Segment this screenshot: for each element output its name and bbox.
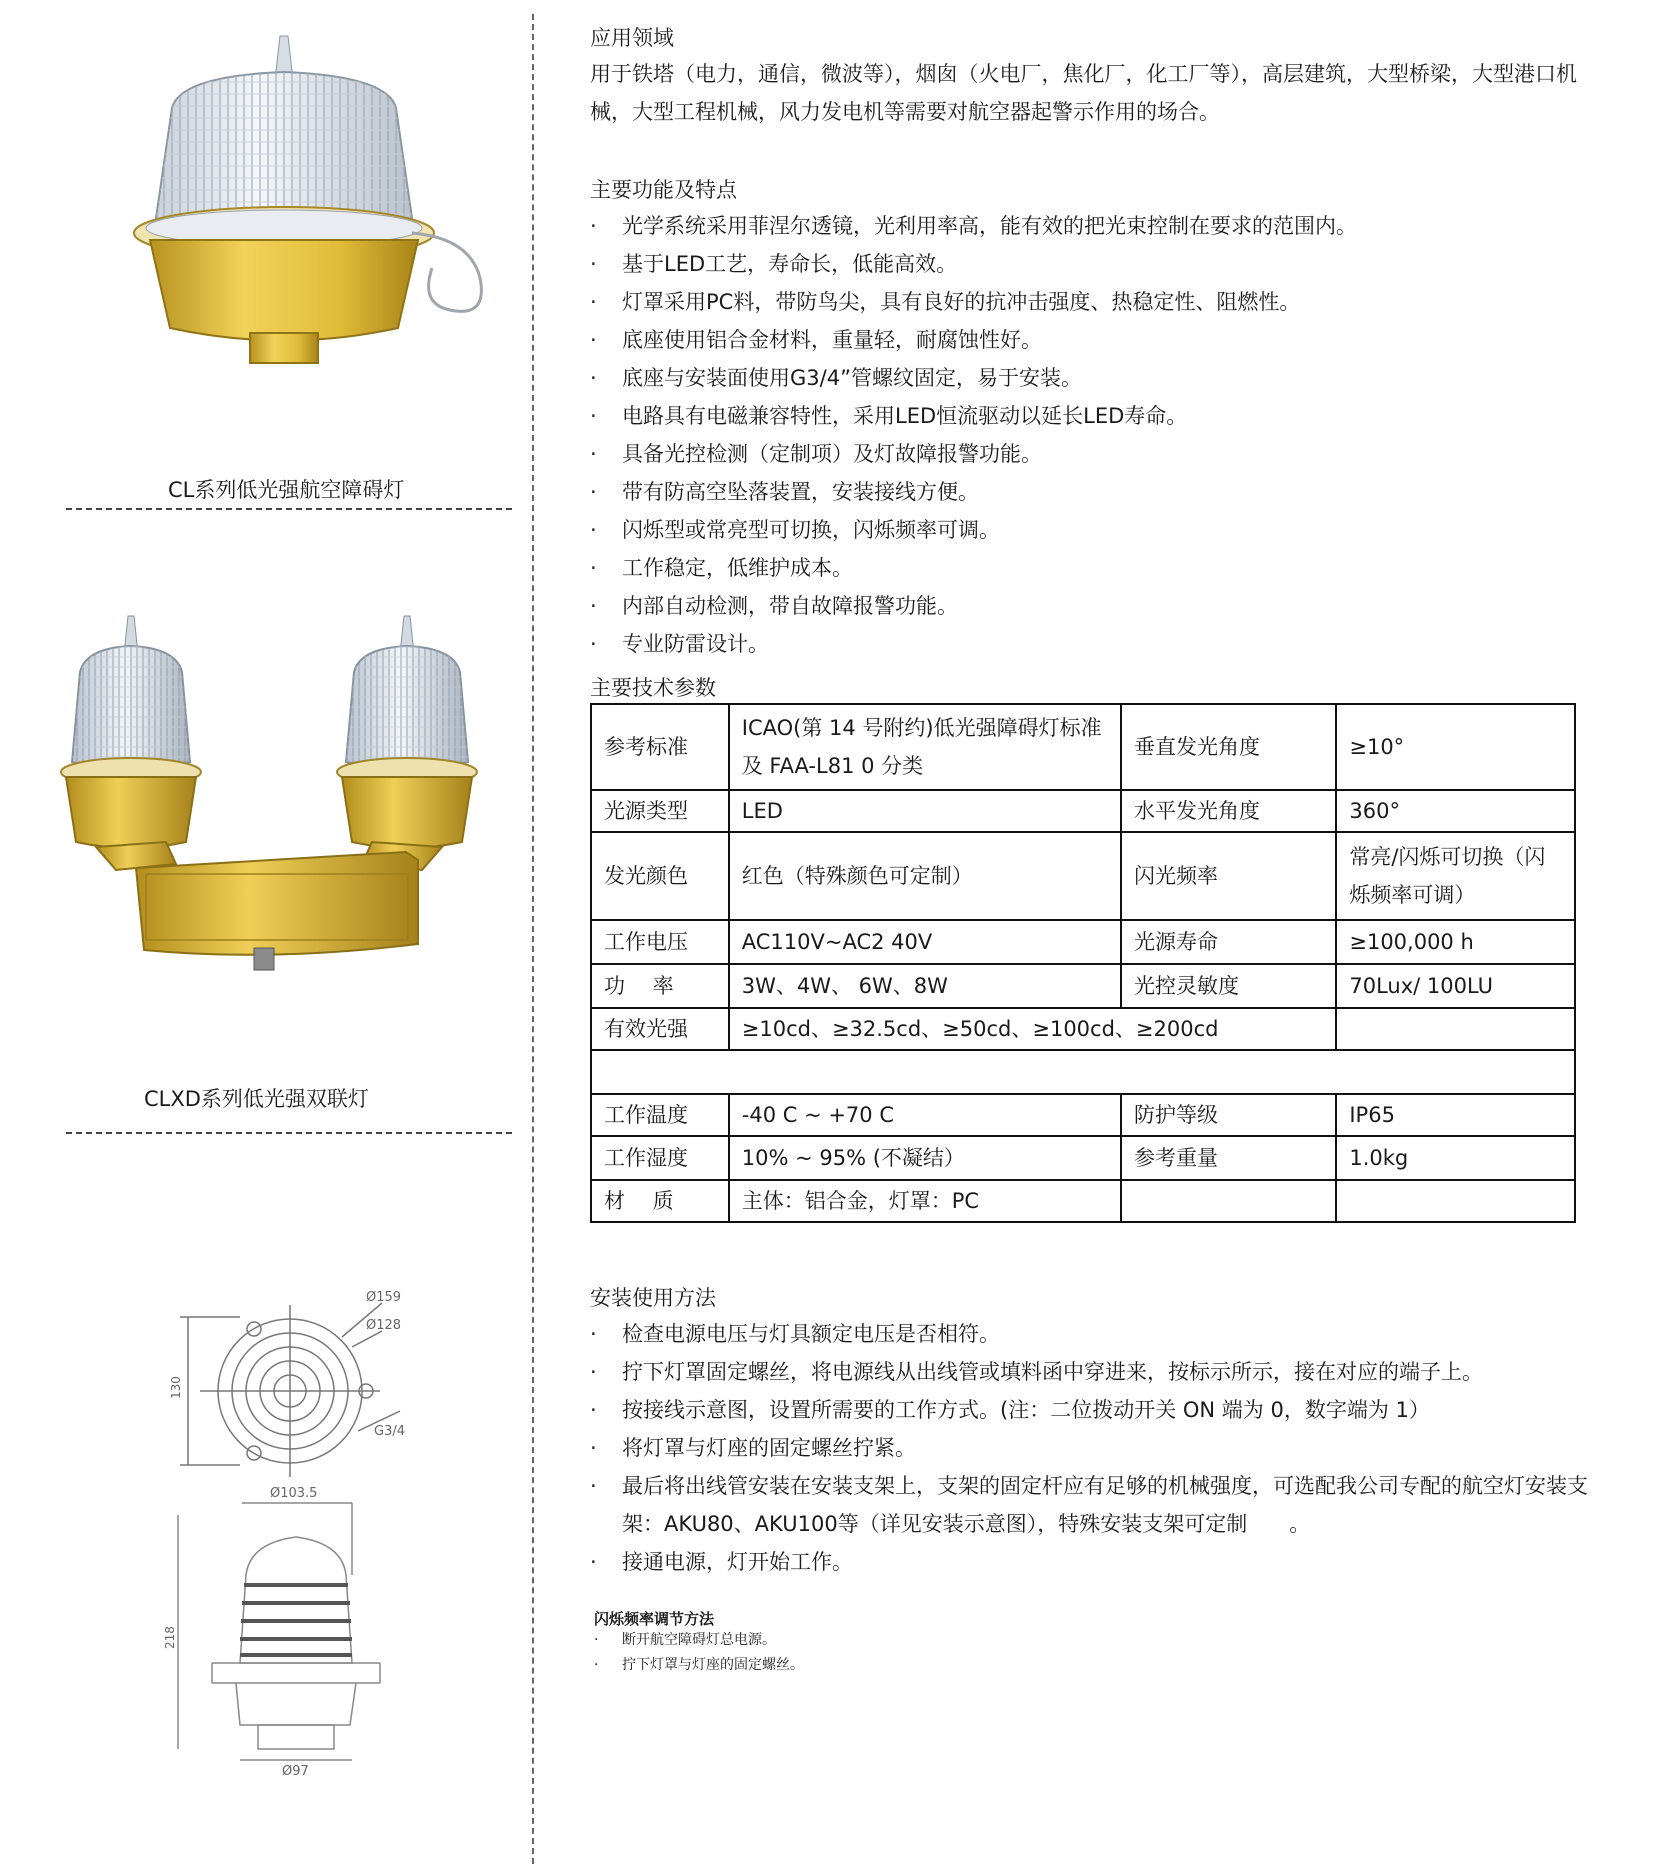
list-item: · 按接线示意图，设置所需要的工作方式。(注：二位拨动开关 ON 端为 0，数字端为 1） — [590, 1391, 1620, 1429]
list-item: · 检查电源电压与灯具额定电压是否相符。 — [590, 1315, 1620, 1353]
bullet-dot: · — [590, 1550, 597, 1574]
drawing-label-height-218: 218 — [163, 1626, 177, 1649]
list-item: · 底座与安装面使用G3/4”管螺纹固定，易于安装。 — [590, 359, 1620, 397]
application-title: 应用领域 — [590, 26, 674, 50]
table-cell: 常亮/闪烁可切换（闪烁频率可调） — [1336, 832, 1575, 920]
table-row — [591, 1008, 1575, 1050]
table-row — [591, 790, 1575, 832]
section-divider — [66, 508, 512, 510]
bullet-dot: · — [590, 366, 597, 390]
table-cell: IP65 — [1336, 1094, 1575, 1136]
table-cell: 光源类型 — [591, 790, 729, 832]
list-item: · 灯罩采用PC料，带防鸟尖，具有良好的抗冲击强度、热稳定性、阻燃性。 — [590, 283, 1620, 321]
table-cell: 光源寿命 — [1121, 920, 1336, 964]
bullet-dot: · — [590, 518, 597, 542]
list-item: · 基于LED工艺，寿命长，低能高效。 — [590, 245, 1620, 283]
specs-title: 主要技术参数 — [590, 676, 716, 700]
table-cell — [1121, 1180, 1336, 1222]
bullet-dot: · — [590, 632, 597, 656]
table-cell — [1336, 1180, 1575, 1222]
list-item: · 带有防高空坠落装置，安装接线方便。 — [590, 473, 1620, 511]
bullet-dot: · — [590, 1398, 597, 1422]
table-cell: 工作温度 — [591, 1094, 729, 1136]
table-cell: 材 质 — [591, 1180, 729, 1222]
cl-series-caption: CL系列低光强航空障碍灯 — [168, 478, 405, 502]
flash-adjust-title: 闪烁频率调节方法 — [594, 1610, 715, 1628]
table-cell: ≥100,000 h — [1336, 920, 1575, 964]
table-row — [591, 1180, 1575, 1222]
table-cell: 功 率 — [591, 964, 729, 1008]
list-item: · 工作稳定，低维护成本。 — [590, 549, 1620, 587]
table-row — [591, 964, 1575, 1008]
bullet-dot: · — [590, 214, 597, 238]
table-cell: LED — [729, 790, 1121, 832]
table-cell: 发光颜色 — [591, 832, 729, 920]
bullet-dot: · — [590, 1360, 597, 1384]
table-cell: 闪光频率 — [1121, 832, 1336, 920]
features-list — [590, 207, 1620, 663]
table-cell: 光控灵敏度 — [1121, 964, 1336, 1008]
table-cell: 参考标准 — [591, 704, 729, 790]
table-row — [591, 1050, 1575, 1094]
drawing-label-diameter-103-5: Ø103.5 — [270, 1486, 318, 1501]
bullet-dot: · — [590, 1322, 597, 1346]
bullet-dot: · — [590, 556, 597, 580]
table-cell: 有效光强 — [591, 1008, 729, 1050]
bullet-dot: · — [590, 594, 597, 618]
table-row — [591, 832, 1575, 920]
bullet-dot: · — [590, 480, 597, 504]
column-divider — [532, 14, 534, 1864]
table-row — [591, 920, 1575, 964]
drawing-label-diameter-97: Ø97 — [282, 1764, 309, 1779]
table-cell: 工作电压 — [591, 920, 729, 964]
table-cell: 工作湿度 — [591, 1136, 729, 1180]
bullet-dot: · — [590, 1436, 597, 1460]
bullet-dot: · — [590, 328, 597, 352]
table-cell: 水平发光角度 — [1121, 790, 1336, 832]
list-item: · 将灯罩与灯座的固定螺丝拧紧。 — [590, 1429, 1620, 1467]
list-item: · 电路具有电磁兼容特性，采用LED恒流驱动以延长LED寿命。 — [590, 397, 1620, 435]
table-cell: ≥10cd、≥32.5cd、≥50cd、≥100cd、≥200cd — [729, 1008, 1337, 1050]
table-cell: 参考重量 — [1121, 1136, 1336, 1180]
bullet-dot: · — [590, 290, 597, 314]
table-cell: ≥10° — [1336, 704, 1575, 790]
list-item: · 拧下灯罩与灯座的固定螺丝。 — [594, 1653, 804, 1678]
table-cell: -40 C ~ +70 C — [729, 1094, 1121, 1136]
bullet-dot: · — [594, 1657, 599, 1673]
cl-series-lamp-image — [120, 28, 510, 408]
table-row — [591, 1094, 1575, 1136]
list-item: · 内部自动检测，带自故障报警功能。 — [590, 587, 1620, 625]
features-title: 主要功能及特点 — [590, 178, 737, 202]
table-row — [591, 704, 1575, 790]
list-item: · 光学系统采用菲涅尔透镜，光利用率高，能有效的把光束控制在要求的范围内。 — [590, 207, 1620, 245]
application-text: 用于铁塔（电力，通信，微波等），烟囱（火电厂，焦化厂，化工厂等），高层建筑，大型桥梁，大型港口机械，大型工程机械，风力发电机等需要对航空器起警示作用的场合。 — [590, 62, 1577, 124]
flash-adjust-list — [594, 1628, 804, 1678]
list-item: · 拧下灯罩固定螺丝，将电源线从出线管或填料函中穿进来，按标示所示，接在对应的端子上。 — [590, 1353, 1620, 1391]
table-cell: 防护等级 — [1121, 1094, 1336, 1136]
table-cell: 360° — [1336, 790, 1575, 832]
list-item: · 断开航空障碍灯总电源。 — [594, 1628, 804, 1653]
install-title: 安装使用方法 — [590, 1286, 716, 1310]
table-cell: 红色（特殊颜色可定制） — [729, 832, 1121, 920]
list-item: · 具备光控检测（定制项）及灯故障报警功能。 — [590, 435, 1620, 473]
bullet-dot: · — [590, 252, 597, 276]
table-row — [591, 1136, 1575, 1180]
bullet-dot: · — [590, 442, 597, 466]
drawing-label-diameter-128: Ø128 — [366, 1318, 402, 1333]
section-divider — [66, 1132, 512, 1134]
list-item: · 底座使用铝合金材料，重量轻，耐腐蚀性好。 — [590, 321, 1620, 359]
spec-table — [590, 703, 1576, 1223]
drawing-label-thread: G3/4 — [374, 1424, 405, 1439]
list-item: · 专业防雷设计。 — [590, 625, 1620, 663]
table-cell: 70Lux/ 100LU — [1336, 964, 1575, 1008]
table-cell: AC110V~AC2 40V — [729, 920, 1121, 964]
table-cell: 3W、4W、 6W、8W — [729, 964, 1121, 1008]
bullet-dot: · — [590, 404, 597, 428]
table-cell: 主体：铝合金，灯罩：PC — [729, 1180, 1121, 1222]
lamp-top-view-drawing — [170, 1285, 430, 1481]
list-item: · 闪烁型或常亮型可切换，闪烁频率可调。 — [590, 511, 1620, 549]
drawing-label-diameter-159: Ø159 — [366, 1290, 402, 1305]
drawing-label-130: 130 — [169, 1376, 183, 1399]
table-cell: 1.0kg — [1336, 1136, 1575, 1180]
clxd-series-double-lamp-image — [56, 612, 486, 982]
bullet-dot: · — [590, 1474, 597, 1498]
table-cell — [1336, 1008, 1575, 1050]
table-cell: ICAO(第 14 号附约)低光强障碍灯标准及 FAA-L81 0 分类 — [729, 704, 1121, 790]
table-cell: 垂直发光角度 — [1121, 704, 1336, 790]
table-cell — [591, 1050, 1575, 1094]
list-item: · 接通电源，灯开始工作。 — [590, 1543, 1620, 1581]
bullet-dot: · — [594, 1632, 599, 1648]
clxd-series-caption: CLXD系列低光强双联灯 — [144, 1087, 369, 1111]
install-list — [590, 1315, 1620, 1581]
table-cell: 10% ~ 95% (不凝结） — [729, 1136, 1121, 1180]
lamp-side-view-drawing — [163, 1485, 400, 1779]
list-item: · 最后将出线管安装在安装支架上，支架的固定杆应有足够的机械强度，可选配我公司专配的航空灯安装支架：AKU80、AKU100等（详见安装示意图），特殊安装支架可定制 。 — [590, 1467, 1620, 1543]
